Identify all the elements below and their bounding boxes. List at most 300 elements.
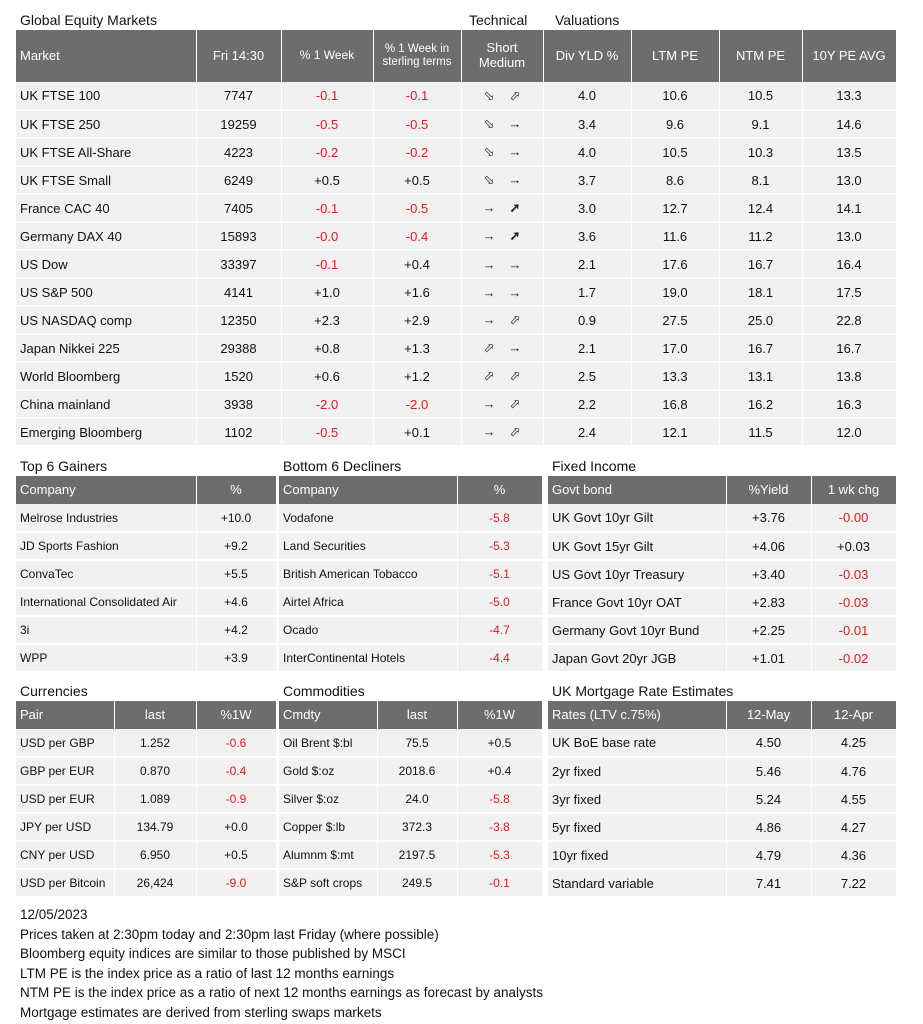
market-name: US S&P 500 [16, 278, 196, 306]
bond-name: France Govt 10yr OAT [548, 588, 726, 616]
bond-week-change: -0.01 [811, 616, 896, 644]
note-ntm: NTM PE is the index price as a ratio of next 12 months earnings as forecast by analysts [20, 985, 543, 1001]
week-change-sterling: -0.5 [373, 110, 461, 138]
commodity-row [279, 729, 542, 757]
market-price: 1520 [196, 362, 281, 390]
technical-trend [461, 278, 543, 306]
commodity-name: Silver $:oz [279, 785, 377, 813]
market-name: Germany DAX 40 [16, 222, 196, 250]
decliner-row [279, 588, 542, 616]
pe-10y-avg: 13.0 [802, 222, 896, 250]
market-name: US NASDAQ comp [16, 306, 196, 334]
gainers-title: Top 6 Gainers [20, 458, 108, 474]
fi-col-bond: Govt bond [548, 476, 726, 504]
pe-10y-avg: 14.6 [802, 110, 896, 138]
currency-pair: USD per EUR [16, 785, 114, 813]
rate-name: Standard variable [548, 869, 726, 897]
pe-10y-avg: 13.3 [802, 82, 896, 110]
technical-trend [461, 390, 543, 418]
rate-apr: 4.25 [811, 729, 896, 757]
ltm-pe: 10.6 [631, 82, 719, 110]
ltm-pe: 27.5 [631, 306, 719, 334]
market-name: US Dow [16, 250, 196, 278]
commodity-name: Alumnm $:mt [279, 841, 377, 869]
technical-trend [461, 138, 543, 166]
cmd-col-week: %1W [457, 701, 542, 729]
bond-row [548, 532, 896, 560]
medium-trend-icon: ➚ [509, 228, 521, 243]
cur-col-last: last [114, 701, 196, 729]
commodity-week-change: -5.8 [457, 785, 542, 813]
gainer-row [16, 560, 276, 588]
ntm-pe: 11.2 [719, 222, 802, 250]
market-price: 12350 [196, 306, 281, 334]
week-change: +0.5 [281, 166, 373, 194]
pct-change: -5.3 [457, 532, 542, 560]
note-ltm: LTM PE is the index price as a ratio of last 12 months earnings [20, 965, 395, 981]
market-price: 4141 [196, 278, 281, 306]
decliner-row [279, 560, 542, 588]
ntm-pe: 18.1 [719, 278, 802, 306]
medium-trend-icon: → [508, 144, 522, 159]
medium-trend-icon: → [508, 256, 522, 272]
currency-pair: CNY per USD [16, 841, 114, 869]
currency-last: 26,424 [114, 869, 196, 897]
equity-row [16, 362, 896, 390]
currency-last: 134.79 [114, 813, 196, 841]
decliners-title: Bottom 6 Decliners [283, 458, 402, 474]
bond-row [548, 616, 896, 644]
div-yield: 4.0 [543, 138, 631, 166]
rate-apr: 4.27 [811, 813, 896, 841]
currency-week-change: -0.9 [196, 785, 276, 813]
currency-row [16, 841, 276, 869]
medium-trend-icon: → [508, 116, 522, 131]
ltm-pe: 17.0 [631, 334, 719, 362]
pe-10y-avg: 17.5 [802, 278, 896, 306]
rate-may: 7.41 [726, 869, 811, 897]
rate-apr: 7.22 [811, 869, 896, 897]
bond-name: Japan Govt 20yr JGB [548, 644, 726, 672]
pct-change: -5.0 [457, 588, 542, 616]
valuations-title: Valuations [555, 12, 620, 28]
week-change: -0.1 [281, 250, 373, 278]
pe-10y-avg: 14.1 [802, 194, 896, 222]
market-price: 7747 [196, 82, 281, 110]
rate-may: 4.86 [726, 813, 811, 841]
fixed-income-title: Fixed Income [552, 458, 637, 474]
equity-row [16, 250, 896, 278]
rate-may: 5.46 [726, 757, 811, 785]
short-trend-icon: ⬂ [483, 87, 495, 103]
ltm-pe: 19.0 [631, 278, 719, 306]
gainers-col-company: Company [16, 476, 196, 504]
div-yield: 2.4 [543, 418, 631, 446]
pe-10y-avg: 16.7 [802, 334, 896, 362]
market-price: 4223 [196, 138, 281, 166]
commodity-last: 249.5 [377, 869, 457, 897]
col-div: Div YLD % [543, 30, 631, 82]
ltm-pe: 8.6 [631, 166, 719, 194]
currency-last: 1.089 [114, 785, 196, 813]
cur-col-week: %1W [196, 701, 276, 729]
currencies-table [16, 701, 277, 898]
rate-name: 2yr fixed [548, 757, 726, 785]
bond-week-change: -0.02 [811, 644, 896, 672]
medium-trend-icon: ⬀ [509, 424, 521, 439]
commodity-row [279, 757, 542, 785]
currency-pair: USD per GBP [16, 729, 114, 757]
short-trend-icon: → [482, 200, 496, 215]
company-name: International Consolidated Air [16, 588, 196, 616]
commodity-row [279, 813, 542, 841]
currency-pair: GBP per EUR [16, 757, 114, 785]
short-trend-icon: ⬀ [483, 368, 495, 383]
week-change-sterling: +1.2 [373, 362, 461, 390]
pe-10y-avg: 16.4 [802, 250, 896, 278]
week-change: +1.0 [281, 278, 373, 306]
bond-week-change: +0.03 [811, 532, 896, 560]
div-yield: 3.7 [543, 166, 631, 194]
company-name: ConvaTec [16, 560, 196, 588]
market-name: World Bloomberg [16, 362, 196, 390]
div-yield: 2.2 [543, 390, 631, 418]
medium-trend-icon: → [508, 172, 522, 187]
commodity-last: 75.5 [377, 729, 457, 757]
mortgage-row [548, 869, 896, 897]
bond-row [548, 588, 896, 616]
technical-title: Technical [469, 12, 528, 28]
rate-apr: 4.55 [811, 785, 896, 813]
market-name: France CAC 40 [16, 194, 196, 222]
week-change-sterling: +0.1 [373, 418, 461, 446]
div-yield: 2.1 [543, 334, 631, 362]
equity-title: Global Equity Markets [20, 12, 157, 28]
ntm-pe: 16.7 [719, 334, 802, 362]
decliners-table [279, 476, 543, 673]
medium-trend-icon: ⬀ [509, 368, 521, 383]
market-name: Emerging Bloomberg [16, 418, 196, 446]
market-price: 6249 [196, 166, 281, 194]
company-name: 3i [16, 616, 196, 644]
mtg-col-rate: Rates (LTV c.75%) [548, 701, 726, 729]
decliner-row [279, 504, 542, 532]
bond-row [548, 644, 896, 672]
note-bloomberg: Bloomberg equity indices are similar to those published by MSCI [20, 946, 406, 962]
rate-may: 4.50 [726, 729, 811, 757]
medium-trend-icon: ➚ [509, 200, 521, 215]
gainer-row [16, 532, 276, 560]
currency-row [16, 785, 276, 813]
commodities-table [279, 701, 543, 898]
col-ntm: NTM PE [719, 30, 802, 82]
rate-name: 5yr fixed [548, 813, 726, 841]
commodity-name: S&P soft crops [279, 869, 377, 897]
equity-row [16, 278, 896, 306]
ltm-pe: 12.1 [631, 418, 719, 446]
col-market: Market [16, 30, 196, 82]
commodity-name: Copper $:lb [279, 813, 377, 841]
currency-row [16, 757, 276, 785]
currency-last: 0.870 [114, 757, 196, 785]
bond-row [548, 560, 896, 588]
equity-header-row [16, 30, 896, 82]
week-change-sterling: -0.4 [373, 222, 461, 250]
bond-row [548, 504, 896, 532]
rate-name: UK BoE base rate [548, 729, 726, 757]
commodities-title: Commodities [283, 683, 365, 699]
company-name: Ocado [279, 616, 457, 644]
pct-change: -5.8 [457, 504, 542, 532]
col-avg: 10Y PE AVG [802, 30, 896, 82]
week-change: +0.6 [281, 362, 373, 390]
ntm-pe: 11.5 [719, 418, 802, 446]
equity-row [16, 194, 896, 222]
commodity-name: Oil Brent $:bl [279, 729, 377, 757]
ntm-pe: 16.7 [719, 250, 802, 278]
commodity-last: 2018.6 [377, 757, 457, 785]
mtg-col-may: 12-May [726, 701, 811, 729]
market-name: UK FTSE Small [16, 166, 196, 194]
div-yield: 4.0 [543, 82, 631, 110]
ntm-pe: 13.1 [719, 362, 802, 390]
decliner-row [279, 616, 542, 644]
ntm-pe: 9.1 [719, 110, 802, 138]
short-trend-icon: → [482, 284, 496, 300]
medium-trend-icon: ⬀ [509, 396, 521, 411]
week-change-sterling: +2.9 [373, 306, 461, 334]
equity-row [16, 82, 896, 110]
equity-row [16, 222, 896, 250]
ntm-pe: 25.0 [719, 306, 802, 334]
fi-col-chg: 1 wk chg [811, 476, 896, 504]
currency-row [16, 869, 276, 897]
currency-last: 1.252 [114, 729, 196, 757]
equity-row [16, 334, 896, 362]
commodity-week-change: -5.3 [457, 841, 542, 869]
currency-row [16, 729, 276, 757]
week-change-sterling: -0.5 [373, 194, 461, 222]
ltm-pe: 9.6 [631, 110, 719, 138]
technical-trend [461, 334, 543, 362]
technical-trend [461, 222, 543, 250]
commodity-last: 24.0 [377, 785, 457, 813]
mortgage-title: UK Mortgage Rate Estimates [552, 683, 734, 699]
market-name: UK FTSE 250 [16, 110, 196, 138]
rate-apr: 4.76 [811, 757, 896, 785]
bond-yield: +2.25 [726, 616, 811, 644]
col-technical: Short Medium [461, 30, 543, 82]
technical-trend [461, 166, 543, 194]
mtg-col-apr: 12-Apr [811, 701, 896, 729]
commodity-name: Gold $:oz [279, 757, 377, 785]
footnotes [20, 905, 543, 1023]
mortgage-row [548, 785, 896, 813]
currency-week-change: +0.5 [196, 841, 276, 869]
pe-10y-avg: 12.0 [802, 418, 896, 446]
bond-yield: +3.76 [726, 504, 811, 532]
technical-trend [461, 362, 543, 390]
short-trend-icon: ⬂ [483, 172, 495, 187]
short-trend-icon: ⬂ [483, 116, 495, 131]
pct-change: -4.7 [457, 616, 542, 644]
mortgage-row [548, 757, 896, 785]
fixed-income-table [548, 476, 897, 673]
currency-row [16, 813, 276, 841]
short-trend-icon: → [482, 396, 496, 411]
commodity-week-change: -0.1 [457, 869, 542, 897]
pe-10y-avg: 16.3 [802, 390, 896, 418]
bond-yield: +1.01 [726, 644, 811, 672]
ntm-pe: 16.2 [719, 390, 802, 418]
pct-change: +3.9 [196, 644, 276, 672]
currency-last: 6.950 [114, 841, 196, 869]
mortgage-table [548, 701, 897, 898]
rate-name: 3yr fixed [548, 785, 726, 813]
bond-yield: +4.06 [726, 532, 811, 560]
medium-trend-icon: → [508, 340, 522, 355]
ntm-pe: 10.5 [719, 82, 802, 110]
div-yield: 2.1 [543, 250, 631, 278]
company-name: Vodafone [279, 504, 457, 532]
gainer-row [16, 504, 276, 532]
market-price: 15893 [196, 222, 281, 250]
market-name: UK FTSE All-Share [16, 138, 196, 166]
company-name: WPP [16, 644, 196, 672]
medium-trend-icon: ⬀ [509, 312, 521, 327]
div-yield: 3.0 [543, 194, 631, 222]
market-price: 3938 [196, 390, 281, 418]
pct-change: -5.1 [457, 560, 542, 588]
market-price: 29388 [196, 334, 281, 362]
commodity-week-change: +0.5 [457, 729, 542, 757]
col-ltm: LTM PE [631, 30, 719, 82]
short-trend-icon: → [482, 256, 496, 272]
short-trend-icon: → [482, 312, 496, 327]
week-change: -0.1 [281, 82, 373, 110]
week-change: -0.1 [281, 194, 373, 222]
week-change-sterling: -0.2 [373, 138, 461, 166]
bond-yield: +2.83 [726, 588, 811, 616]
pct-change: +9.2 [196, 532, 276, 560]
commodity-last: 372.3 [377, 813, 457, 841]
equity-row [16, 166, 896, 194]
pct-change: +4.6 [196, 588, 276, 616]
bond-week-change: -0.03 [811, 588, 896, 616]
ntm-pe: 10.3 [719, 138, 802, 166]
cmd-col-name: Cmdty [279, 701, 377, 729]
market-price: 7405 [196, 194, 281, 222]
medium-trend-icon: → [508, 284, 522, 300]
bond-name: UK Govt 15yr Gilt [548, 532, 726, 560]
commodity-last: 2197.5 [377, 841, 457, 869]
decliners-col-pct: % [457, 476, 542, 504]
div-yield: 0.9 [543, 306, 631, 334]
div-yield: 3.6 [543, 222, 631, 250]
equity-row [16, 306, 896, 334]
week-change: +2.3 [281, 306, 373, 334]
cur-col-pair: Pair [16, 701, 114, 729]
note-date: 12/05/2023 [20, 907, 88, 922]
pe-10y-avg: 13.5 [802, 138, 896, 166]
technical-trend [461, 418, 543, 446]
bond-week-change: -0.00 [811, 504, 896, 532]
market-price: 19259 [196, 110, 281, 138]
rate-may: 4.79 [726, 841, 811, 869]
week-change-sterling: +0.4 [373, 250, 461, 278]
pe-10y-avg: 13.0 [802, 166, 896, 194]
div-yield: 2.5 [543, 362, 631, 390]
week-change: -2.0 [281, 390, 373, 418]
week-change: -0.0 [281, 222, 373, 250]
div-yield: 1.7 [543, 278, 631, 306]
currency-pair: USD per Bitcoin [16, 869, 114, 897]
pe-10y-avg: 13.8 [802, 362, 896, 390]
rate-may: 5.24 [726, 785, 811, 813]
commodity-row [279, 841, 542, 869]
ltm-pe: 17.6 [631, 250, 719, 278]
commodity-row [279, 785, 542, 813]
technical-trend [461, 250, 543, 278]
market-price: 33397 [196, 250, 281, 278]
equity-row [16, 110, 896, 138]
gainer-row [16, 588, 276, 616]
week-change-sterling: -0.1 [373, 82, 461, 110]
short-trend-icon: ⬀ [483, 340, 495, 355]
ltm-pe: 11.6 [631, 222, 719, 250]
decliners-col-company: Company [279, 476, 457, 504]
note-prices: Prices taken at 2:30pm today and 2:30pm last Friday (where possible) [20, 926, 439, 942]
week-change-sterling: -2.0 [373, 390, 461, 418]
ltm-pe: 13.3 [631, 362, 719, 390]
currencies-title: Currencies [20, 683, 88, 699]
pct-change: +10.0 [196, 504, 276, 532]
company-name: Melrose Industries [16, 504, 196, 532]
company-name: Airtel Africa [279, 588, 457, 616]
company-name: InterContinental Hotels [279, 644, 457, 672]
gainer-row [16, 616, 276, 644]
equity-row [16, 390, 896, 418]
pct-change: -4.4 [457, 644, 542, 672]
pct-change: +5.5 [196, 560, 276, 588]
ltm-pe: 16.8 [631, 390, 719, 418]
pe-10y-avg: 22.8 [802, 306, 896, 334]
gainer-row [16, 644, 276, 672]
col-week-sterling: % 1 Week in sterling terms [373, 30, 461, 82]
equity-table [16, 30, 897, 447]
short-trend-icon: → [482, 228, 496, 243]
week-change-sterling: +0.5 [373, 166, 461, 194]
short-trend-icon: → [482, 424, 496, 439]
company-name: Land Securities [279, 532, 457, 560]
bond-name: US Govt 10yr Treasury [548, 560, 726, 588]
decliner-row [279, 644, 542, 672]
market-name: China mainland [16, 390, 196, 418]
rate-apr: 4.36 [811, 841, 896, 869]
technical-trend [461, 82, 543, 110]
commodity-week-change: -3.8 [457, 813, 542, 841]
currency-week-change: +0.0 [196, 813, 276, 841]
medium-trend-icon: ⬀ [509, 87, 521, 103]
cmd-col-last: last [377, 701, 457, 729]
decliner-row [279, 532, 542, 560]
week-change-sterling: +1.3 [373, 334, 461, 362]
week-change: -0.2 [281, 138, 373, 166]
bond-name: Germany Govt 10yr Bund [548, 616, 726, 644]
technical-trend [461, 110, 543, 138]
rate-name: 10yr fixed [548, 841, 726, 869]
bond-name: UK Govt 10yr Gilt [548, 504, 726, 532]
